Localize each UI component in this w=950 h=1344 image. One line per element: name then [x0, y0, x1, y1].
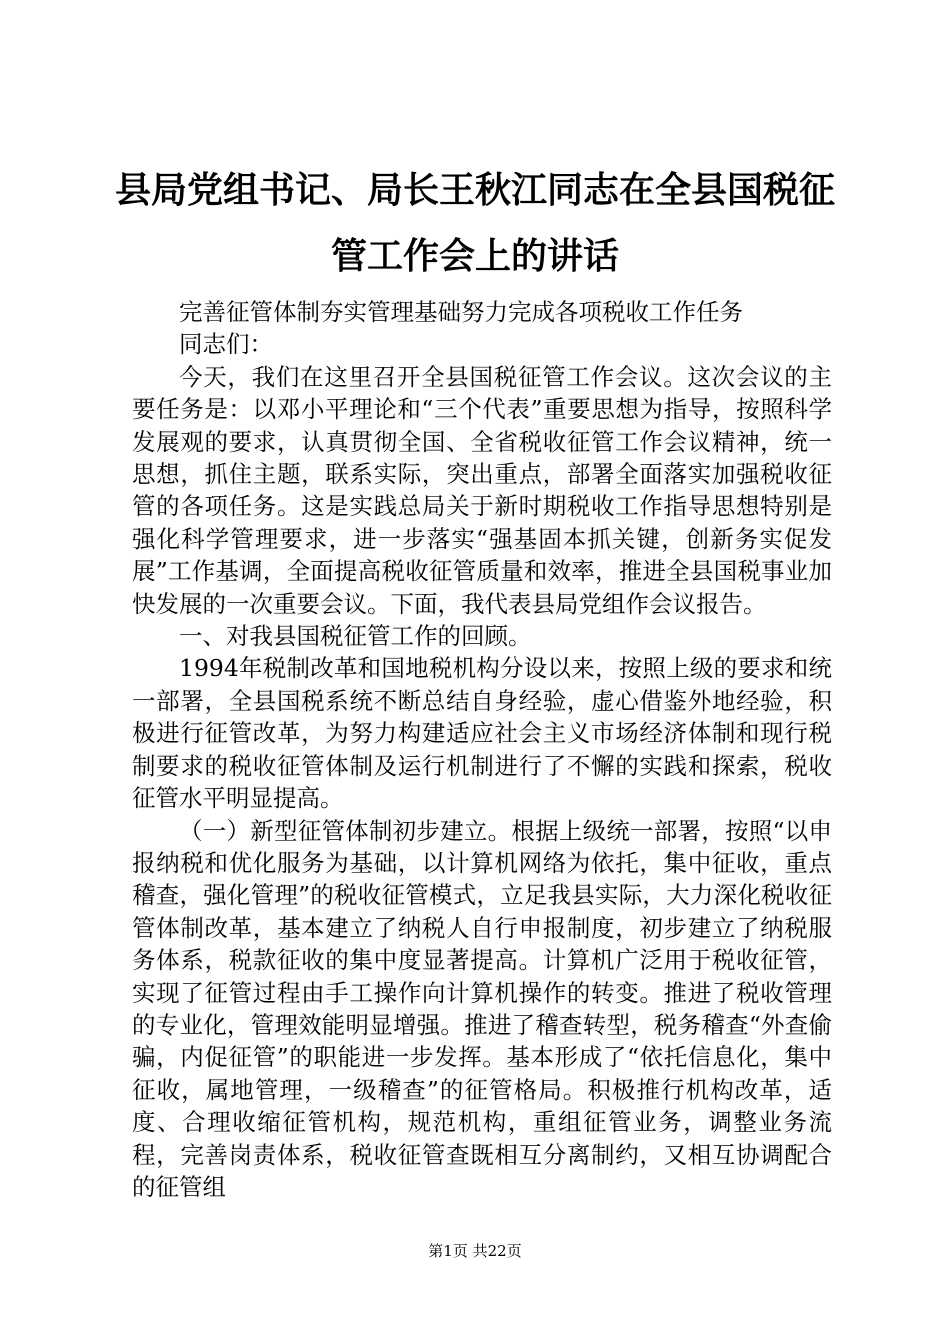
document-title: 县局党组书记、局长王秋江同志在全县国税征管工作会上的讲话	[114, 170, 835, 277]
body-paragraph: 今天，我们在这里召开全县国税征管工作会议。这次会议的主要任务是：以邓小平理论和“三个代表”重要思想为指导，按照科学发展观的要求，认真贯彻全国、全省税收征管工作会议精神，统一思想，抓住主题，联系实际，突出重点，部署全面落实加强税收征管的各项任务。这是实践总局关于新时期税收工作指导思想特别是强化科学管理要求，进一步落实“强基固本抓关键，创新务实促发展”工作基调，全面提高税收征管质量和效率，推进全县国税事业加快发展的一次重要会议。下面，我代表县局党组作会议报告。	[132, 362, 832, 618]
section-heading: 一、对我县国税征管工作的回顾。	[179, 622, 532, 651]
subtitle-paragraph: 完善征管体制夯实管理基础努力完成各项税收工作任务	[179, 298, 743, 326]
page-footer: 第1页 共22页	[428, 1242, 522, 1260]
salutation-paragraph: 同志们：	[179, 330, 273, 359]
body-paragraph: 1994年税制改革和国地税机构分设以来，按照上级的要求和统一部署，全县国税系统不断总结自身经验，虚心借鉴外地经验，积极进行征管改革，为努力构建适应社会主义市场经济体制和现行税制要求的税收征管体制及运行机制进行了不懈的实践和探索，税收征管水平明显提高。	[132, 654, 832, 813]
document-body	[132, 296, 832, 1203]
body-paragraph: （一）新型征管体制初步建立。根据上级统一部署，按照“以申报纳税和优化服务为基础，以计算机网络为依托，集中征收，重点稽查，强化管理”的税收征管模式，立足我县实际，大力深化税收征管体制改革，基本建立了纳税人自行申报制度，初步建立了纳税服务体系，税款征收的集中度显著提高。计算机广泛用于税收征管，实现了征管过程由手工操作向计算机操作的转变。推进了税收管理的专业化，管理效能明显增强。推进了稽查转型，税务稽查“外查偷骗，内促征管”的职能进一步发挥。基本形成了“依托信息化，集中征收，属地管理，一级稽查”的征管格局。积极推行机构改革，适度、合理收缩征管机构，规范机构，重组征管业务，调整业务流程，完善岗责体系，税收征管查既相互分离制约，又相互协调配合的征管组	[132, 816, 832, 1201]
